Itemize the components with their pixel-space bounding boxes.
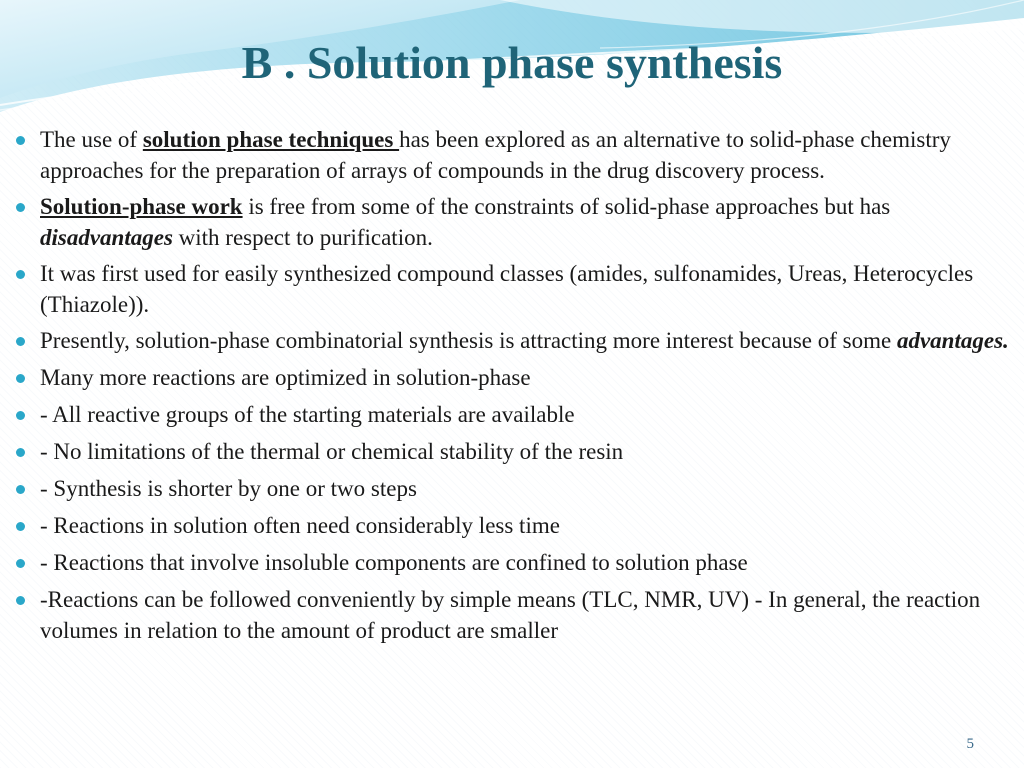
bullet-icon bbox=[16, 596, 25, 605]
bullet-text: - Reactions in solution often need considerably less time bbox=[40, 513, 560, 538]
list-item bbox=[16, 436, 1012, 467]
bullet-icon bbox=[16, 374, 25, 383]
bullet-text: The use of bbox=[40, 127, 143, 152]
bullet-text: with respect to purification. bbox=[172, 225, 433, 250]
bullet-icon bbox=[16, 411, 25, 420]
bullet-emphasis: disadvantages bbox=[40, 225, 173, 250]
bullet-list bbox=[16, 124, 1012, 646]
list-item bbox=[16, 325, 1012, 356]
list-item bbox=[16, 399, 1012, 430]
bullet-text: has been explored as an alternative to solid-phase chemistry approaches for the preparation of arrays of compounds in the drug discovery process. bbox=[40, 127, 951, 183]
bullet-icon bbox=[16, 448, 25, 457]
bullet-text: - Synthesis is shorter by one or two steps bbox=[40, 476, 417, 501]
bullet-text: - No limitations of the thermal or chemical stability of the resin bbox=[40, 439, 624, 464]
bullet-text: Many more reactions are optimized in solution-phase bbox=[40, 365, 531, 390]
list-item bbox=[16, 473, 1012, 504]
list-item bbox=[16, 258, 1012, 320]
bullet-emphasis: solution phase techniques bbox=[142, 127, 400, 152]
bullet-icon bbox=[16, 270, 25, 279]
list-item bbox=[16, 584, 1012, 646]
bullet-icon bbox=[16, 485, 25, 494]
bullet-icon bbox=[16, 136, 25, 145]
bullet-text: - Reactions that involve insoluble components are confined to solution phase bbox=[40, 550, 748, 575]
page-number: 5 bbox=[966, 736, 974, 752]
list-item bbox=[16, 510, 1012, 541]
bullet-text: -Reactions can be followed conveniently by simple means (TLC, NMR, UV) - In general, the reaction volumes in relation to the amount of product are smaller bbox=[40, 587, 981, 643]
bullet-text: It was first used for easily synthesized compound classes (amides, sulfonamides, Ureas, Heterocycles (Thiazole)). bbox=[40, 261, 974, 317]
bullet-text: Presently, solution-phase combinatorial synthesis is attracting more interest because of some bbox=[40, 328, 897, 353]
bullet-text: is free from some of the constraints of solid-phase approaches but has bbox=[242, 194, 891, 219]
bullet-emphasis: Solution-phase work bbox=[40, 194, 243, 219]
bullet-icon bbox=[16, 522, 25, 531]
list-item bbox=[16, 191, 1012, 253]
list-item bbox=[16, 124, 1012, 186]
slide-title: B . Solution phase synthesis bbox=[241, 37, 783, 88]
bullet-text: - All reactive groups of the starting materials are available bbox=[40, 402, 575, 427]
bullet-icon bbox=[16, 559, 25, 568]
bullet-icon bbox=[16, 337, 25, 346]
bullet-emphasis: advantages. bbox=[896, 328, 1009, 353]
list-item bbox=[16, 362, 1012, 393]
bullet-icon bbox=[16, 203, 25, 212]
list-item bbox=[16, 547, 1012, 578]
